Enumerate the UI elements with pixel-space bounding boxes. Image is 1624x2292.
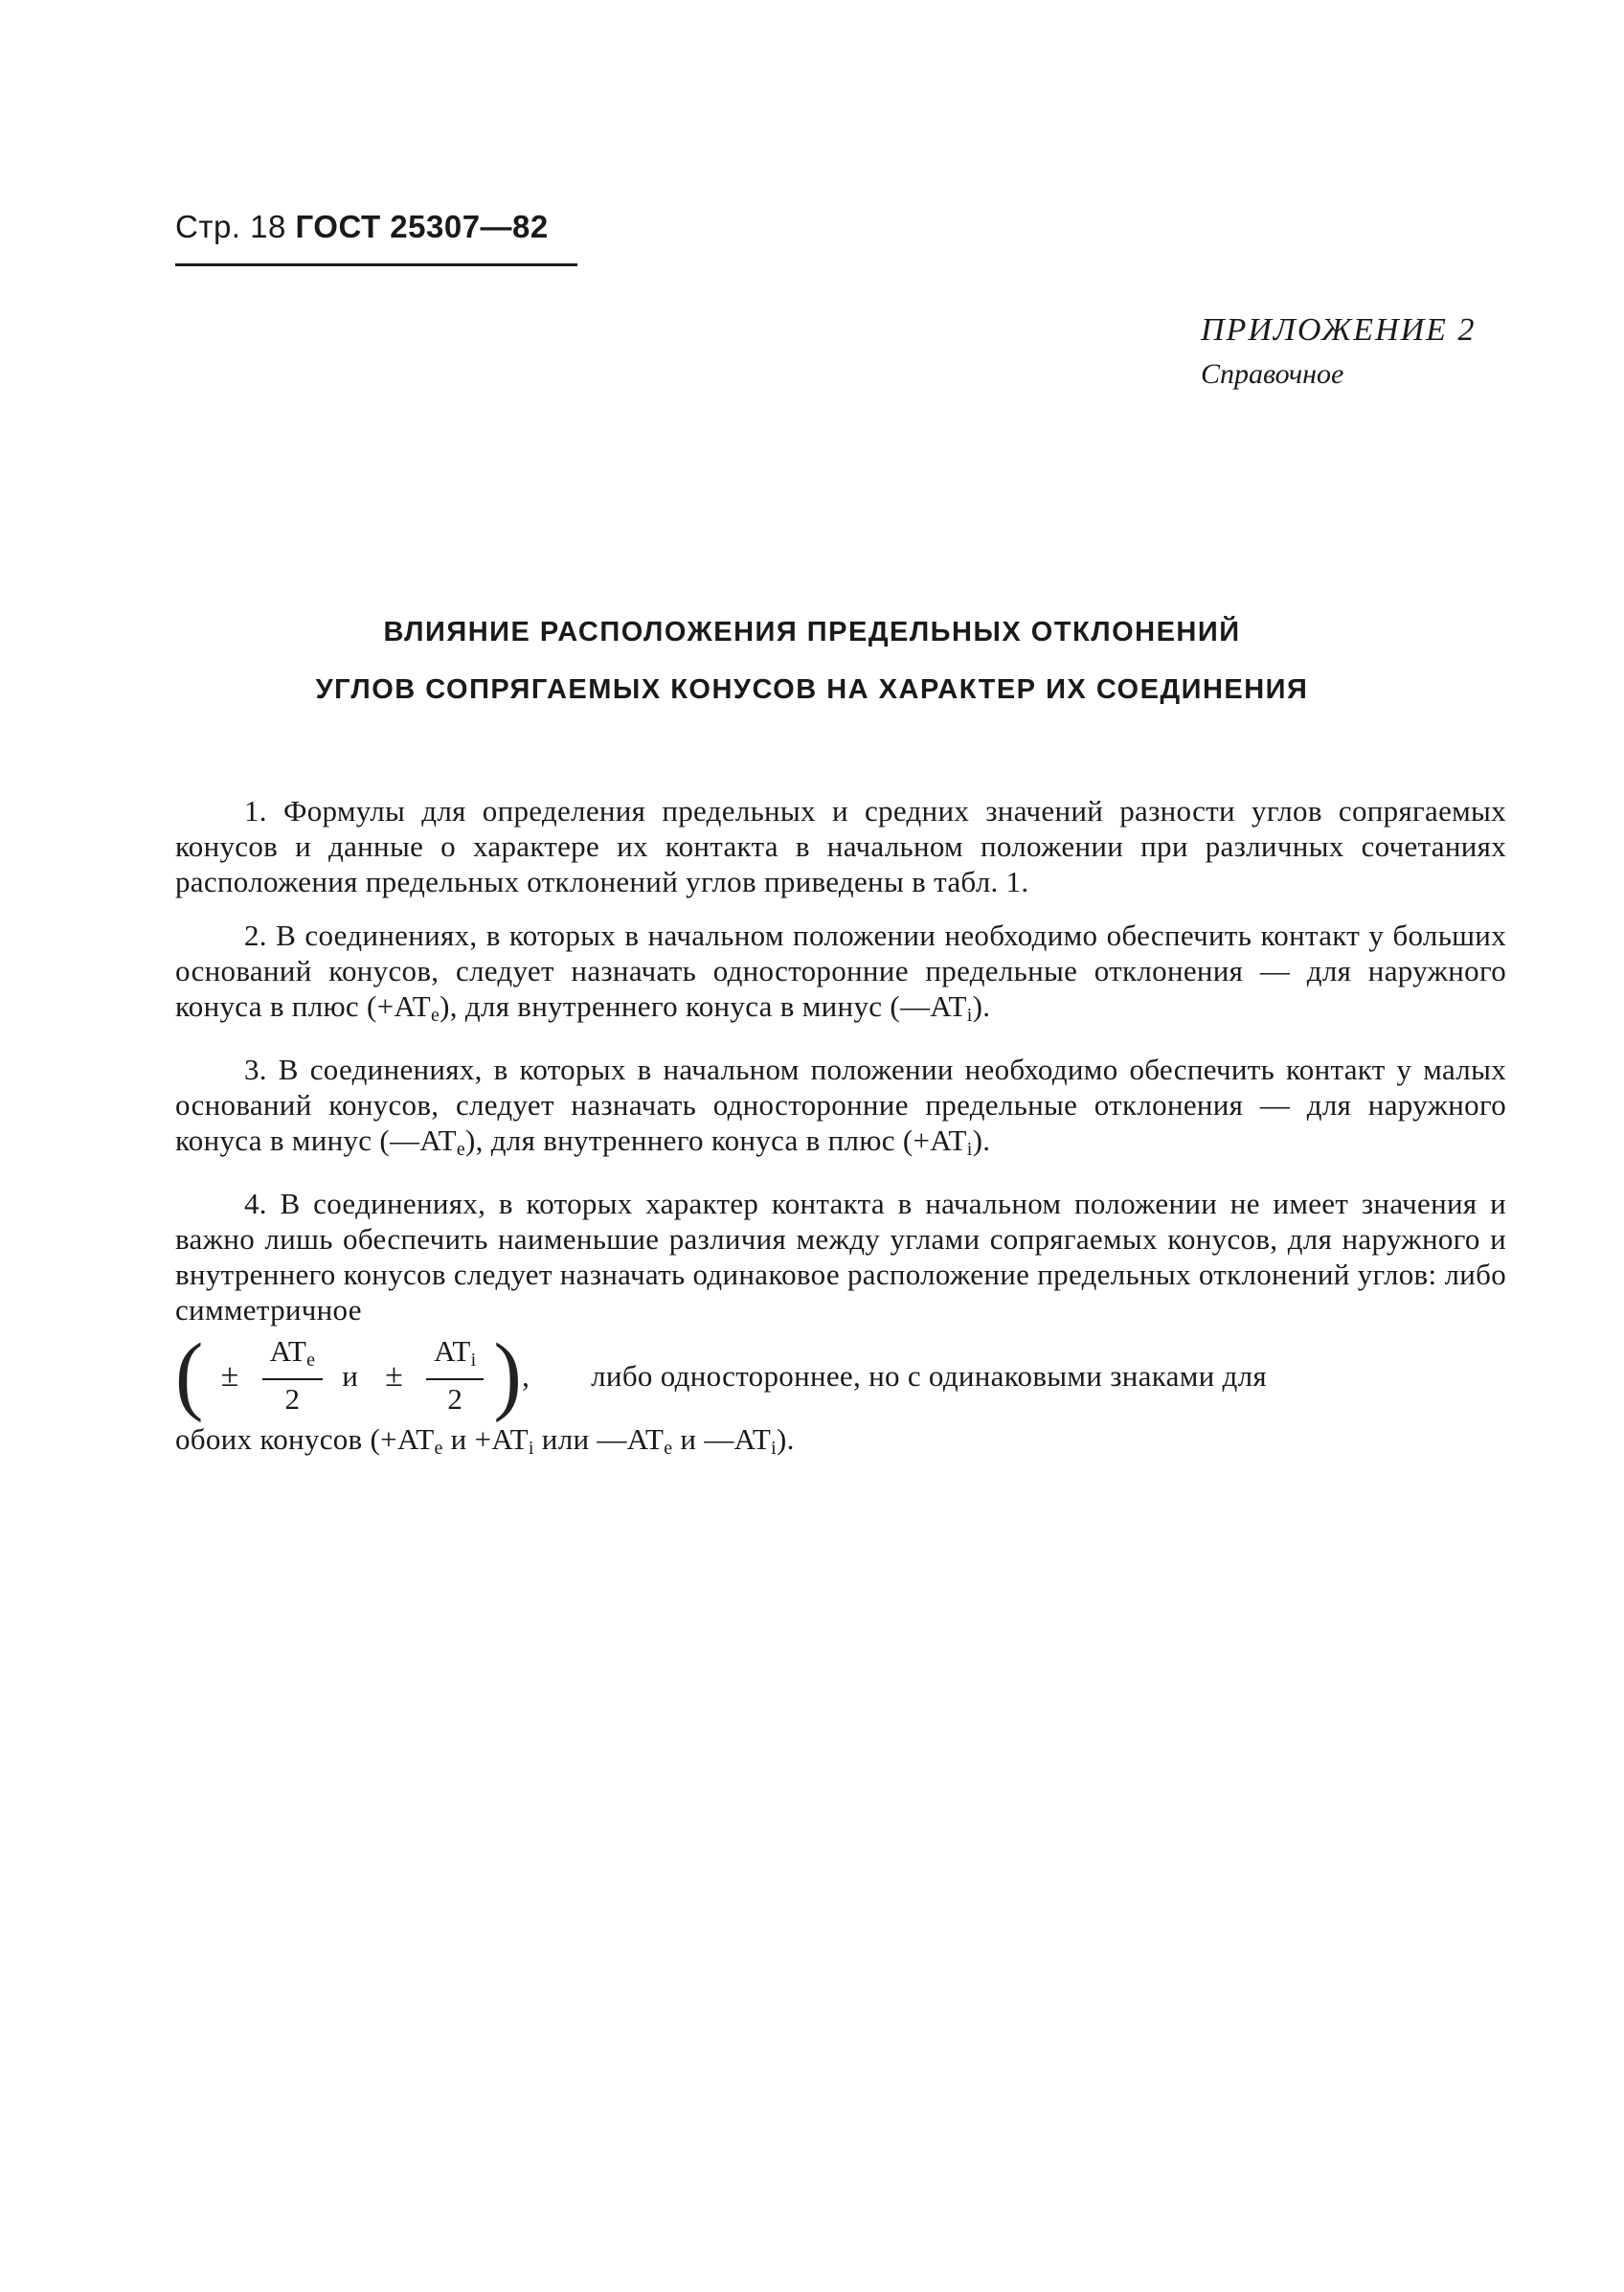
fraction-2-numerator: [426, 1333, 484, 1380]
last-line-sub-3: e: [664, 1438, 673, 1459]
paragraph-3-sub-1: e: [456, 1139, 466, 1160]
paragraph-2-text-a: 2. В соединениях, в которых в начальном положении необходимо обеспечить контакт у больших оснований конусов, следует назначать односторонние предельные отклонения — для наружного конуса в плюс (+AT: [175, 919, 1506, 1023]
formula-comma: ,: [522, 1358, 530, 1393]
last-line-sub-2: i: [528, 1438, 534, 1459]
plus-minus-1: ±: [220, 1357, 239, 1394]
paragraph-4: 4. В соединениях, в которых характер контакта в начальном положении не имеет значения и важно лишь обеспечить наименьшие различия между углами сопрягаемых конусов, для наружного и внутреннего конусов следует назначать одинаковое расположение предельных отклонений углов: либо симметричное: [175, 1187, 1506, 1327]
fraction-2-denominator: 2: [447, 1381, 463, 1416]
standard-number: ГОСТ 25307—82: [295, 209, 549, 244]
formula-close-paren: ): [493, 1326, 523, 1424]
appendix-label: [1201, 312, 1476, 391]
fraction-1-denominator: 2: [284, 1381, 301, 1416]
fraction-2-at: AT: [434, 1333, 471, 1368]
page-label: Стр. 18: [175, 209, 286, 244]
paragraph-1: 1. Формулы для определения предельных и средних значений разности углов сопрягаемых конусов и данные о характере их контакта в начальном положении при различных сочетаниях расположения предельных отклонений углов приведены в табл. 1.: [175, 794, 1506, 898]
last-line-sub-4: i: [771, 1438, 778, 1459]
header-rule: [175, 263, 577, 266]
last-line-text-3: или —AT: [533, 1422, 665, 1456]
fraction-1-at: AT: [269, 1333, 307, 1368]
paragraph-2-text-c: ).: [972, 989, 991, 1023]
body-text: [175, 793, 1506, 1466]
paragraph-3-text-a: 3. В соединениях, в которых в начальном положении необходимо обеспечить контакт у малых оснований конусов, следует назначать односторонние предельные отклонения — для наружного конуса в минус (—AT: [175, 1053, 1506, 1157]
paragraph-2-sub-1: e: [430, 1005, 440, 1026]
formula-trailing-text: либо одностороннее, но с одинаковыми знаками для: [591, 1358, 1267, 1393]
formula-conjunction: и: [342, 1358, 359, 1393]
formula-open-paren: (: [175, 1326, 204, 1424]
plus-minus-2: ±: [385, 1357, 404, 1394]
fraction-1: [262, 1333, 324, 1418]
formula-line: [175, 1326, 1506, 1424]
last-line-text-1: обоих конусов (+AT: [175, 1422, 435, 1456]
paragraph-2-sub-2: i: [966, 1005, 973, 1026]
fraction-2: [426, 1333, 484, 1418]
running-head: [175, 209, 549, 245]
title-line-1: ВЛИЯНИЕ РАСПОЛОЖЕНИЯ ПРЕДЕЛЬНЫХ ОТКЛОНЕНИЙ: [383, 617, 1241, 647]
section-title: [192, 603, 1432, 718]
paragraph-2-text-b: ), для внутреннего конуса в минус (—AT: [440, 989, 967, 1023]
appendix-number: ПРИЛОЖЕНИЕ 2: [1201, 312, 1477, 348]
fraction-1-numerator: [262, 1333, 324, 1380]
paragraph-3-text-b: ), для внутреннего конуса в плюс (+AT: [465, 1123, 967, 1157]
appendix-kind: Справочное: [1201, 358, 1344, 390]
paragraph-2: [175, 918, 1506, 1033]
paragraph-3: [175, 1052, 1506, 1168]
last-line-text-4: и —AT: [672, 1422, 772, 1456]
paragraph-3-text-c: ).: [972, 1123, 991, 1157]
title-line-2: УГЛОВ СОПРЯГАЕМЫХ КОНУСОВ НА ХАРАКТЕР ИХ СОЕДИНЕНИЯ: [315, 674, 1309, 705]
fraction-2-sub: i: [470, 1349, 477, 1371]
last-line-text-2: и +AT: [442, 1422, 529, 1456]
fraction-1-sub: e: [306, 1349, 316, 1371]
last-line-text-5: ).: [777, 1422, 795, 1456]
last-line-sub-1: e: [434, 1438, 443, 1459]
paragraph-3-sub-2: i: [966, 1139, 973, 1160]
paragraph-4-final-line: [175, 1421, 1506, 1466]
